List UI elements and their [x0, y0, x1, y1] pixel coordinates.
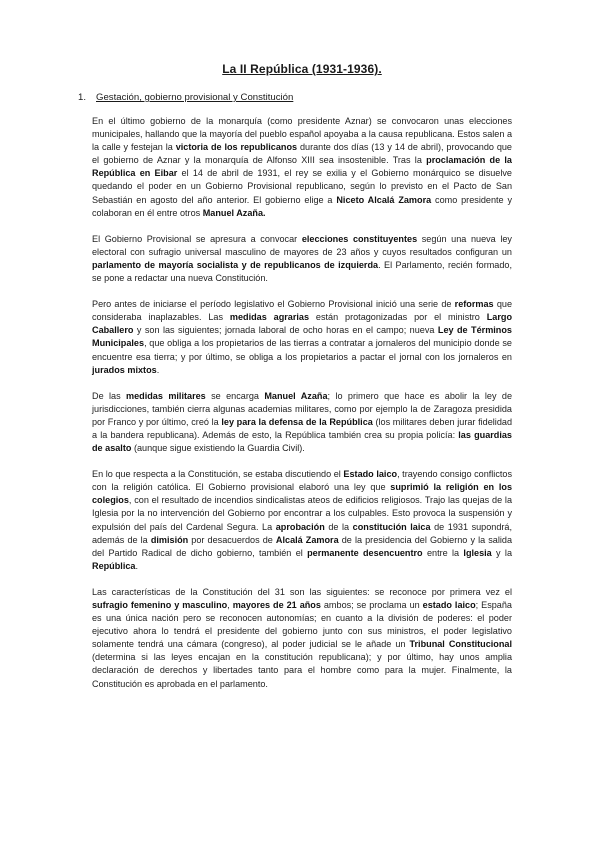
text-run: de 1931 supondrá, además de la	[92, 521, 513, 545]
document-title: La II República (1931-1936).	[222, 62, 382, 76]
bold-term: Tribunal Constitucional	[409, 639, 512, 650]
text-run: .	[156, 364, 160, 375]
bold-term: permanente desencuentro	[307, 547, 423, 558]
text-run: y la	[491, 547, 513, 558]
paragraph-5	[92, 468, 512, 573]
text-run: entre la	[422, 547, 464, 558]
text-run: se encarga	[205, 390, 265, 401]
bold-term: Manuel Azaña.	[202, 207, 266, 218]
text-run: según una nueva ley electoral con sufragio universal masculino de mayores de 23 años y cuyos resultados configuran un	[92, 233, 512, 257]
text-run: . El Parlamento, recién formado, se pone a redactar una nueva Constitución.	[92, 259, 513, 284]
text-run: De las	[92, 390, 127, 401]
text-run: , con el resultado de incendios sindicalistas ateos de edificios religiosos. Trajo las quejas de la Iglesia por la no intervención del Gobierno por encontrar a los culpables. Esto provoca la suspensión y expulsión del país del Cardenal Segura. La	[92, 495, 512, 532]
text-run: En el último gobierno de la monarquía (como presidente Aznar) se convocaron unas elecciones municipales, hallando que la mayoría del pueblo español apoyaba a la causa republicana. Estos salen a la calle y festejan la	[92, 116, 512, 153]
bold-term: parlamento de mayoría socialista y de republicanos de izquierda	[92, 259, 379, 270]
text-run: por desacuerdos de	[188, 534, 276, 545]
bold-term: República	[92, 560, 136, 571]
bold-term: las guardias de asalto	[92, 429, 512, 454]
bold-term: aprobación	[275, 521, 325, 532]
text-run: (los militares deben jurar fidelidad a la bandera republicana). Además de esto, la República también crea su propia policía:	[92, 416, 513, 440]
text-run: .	[135, 560, 138, 571]
bold-term: Estado laico	[343, 469, 398, 480]
text-run: están protagonizadas por el ministro	[309, 312, 487, 323]
paragraph-2	[92, 233, 512, 285]
bold-term: ley para la defensa de la República	[221, 416, 373, 427]
bold-term: jurados mixtos	[92, 364, 157, 375]
text-run: ,	[227, 600, 233, 610]
bold-term: reformas	[454, 299, 494, 310]
bold-term: suprimió la religión en los colegios	[92, 482, 512, 506]
text-run: de la presidencia del Gobierno y la salida del Partido Radical de dicho gobierno, también el	[92, 534, 513, 558]
bold-term: medidas agrarias	[229, 312, 310, 323]
bold-term: Largo Caballero	[92, 312, 512, 336]
section-number: 1.	[78, 92, 87, 103]
text-run: ; lo primero que hace es abolir la ley de jurisdicciones, también cierra algunas academias militares, como por ejemplo la de Zaragoza presidida por Franco y por último, creó la	[92, 390, 512, 427]
bold-term: estado laico	[422, 600, 476, 610]
bold-term: mayores de 21 años	[232, 600, 321, 610]
section-heading	[78, 92, 512, 103]
bold-term: elecciones constituyentes	[301, 233, 418, 244]
text-run: de la	[324, 521, 353, 532]
bold-term: proclamación de la República en Eibar	[92, 155, 512, 179]
text-run: El Gobierno Provisional se apresura a convocar	[92, 233, 302, 244]
bold-term: Manuel Azaña	[264, 390, 328, 401]
bold-term: sufragio femenino y masculino	[92, 600, 228, 610]
text-run: (aunque sigue existiendo la Guardia Civil).	[131, 443, 305, 454]
paragraph-3	[92, 298, 512, 377]
text-run: (determina si las leyes encajan en la constitución republicana); y por último, hay unos amplia declaración de derechos y libertades tanto para el hombre como para la mujer. Finalmente, la Constitución es aprobada en el parlamento.	[92, 652, 512, 689]
body-text	[92, 115, 512, 691]
text-run: que consideraba inaplazables. Las	[92, 299, 512, 323]
section-title: Gestación, gobierno provisional y Constitución	[96, 92, 294, 103]
paragraph-6	[92, 586, 512, 691]
bold-term: constitución laica	[352, 521, 431, 532]
bold-term: Niceto Alcalá Zamora	[336, 194, 432, 205]
bold-term: Iglesia	[463, 547, 492, 558]
bold-term: dimisión	[150, 534, 189, 545]
text-run: , que obliga a los propietarios de las tierras a contratar a jornaleros del municipio donde se encuentre esa tierra; y por último, se obliga a los propietarios a pactar el jornal con los jornaleros en	[92, 338, 512, 362]
bold-term: medidas militares	[126, 390, 206, 401]
paragraph-1	[92, 115, 512, 220]
text-run: como presidente y colaboran en él entre otros	[92, 194, 512, 218]
paragraph-4	[92, 390, 512, 455]
text-run: ; España es una única nación pero se reconocen autonomías; en cuanto a la división de poderes: el poder ejecutivo ahora lo tendrá el presidente del gobierno junto con sus ministros, el poder legislativo solamente tendrá una cámara (congreso), al poder judicial se le añade un	[92, 600, 512, 650]
text-run: ambos; se proclama un	[320, 600, 423, 610]
text-run: Pero antes de iniciarse el período legislativo el Gobierno Provisional inició una serie de	[92, 299, 455, 310]
text-run: durante dos días (13 y 14 de abril), provocando que el gobierno de Aznar y la monarquía de Alfonso XIII sea insostenible. Tras la	[92, 142, 512, 166]
text-run: En lo que respecta a la Constitución, se estaba discutiendo el	[92, 469, 344, 480]
bold-term: Alcalá Zamora	[275, 534, 339, 545]
text-run: , trayendo consigo conflictos con la religión católica. El Gobierno provisional elaboró una ley que	[92, 469, 512, 493]
text-run: y son las siguientes; jornada laboral de ocho horas en el campo; nueva	[133, 325, 438, 336]
bold-term: Ley de Términos Municipales	[92, 325, 512, 349]
text-run: Las características de la Constitución del 31 son las siguientes: se reconoce por primera vez el	[92, 586, 512, 597]
bold-term: victoria de los republicanos	[175, 142, 298, 153]
text-run: el 14 de abril de 1931, el rey se exilia y el Gobierno monárquico se disuelve quedando el poder en un Gobierno Provisional republicano, según lo previsto en el Pacto de San Sebastián en agosto del año anterior. El gobierno elige a	[92, 168, 512, 205]
